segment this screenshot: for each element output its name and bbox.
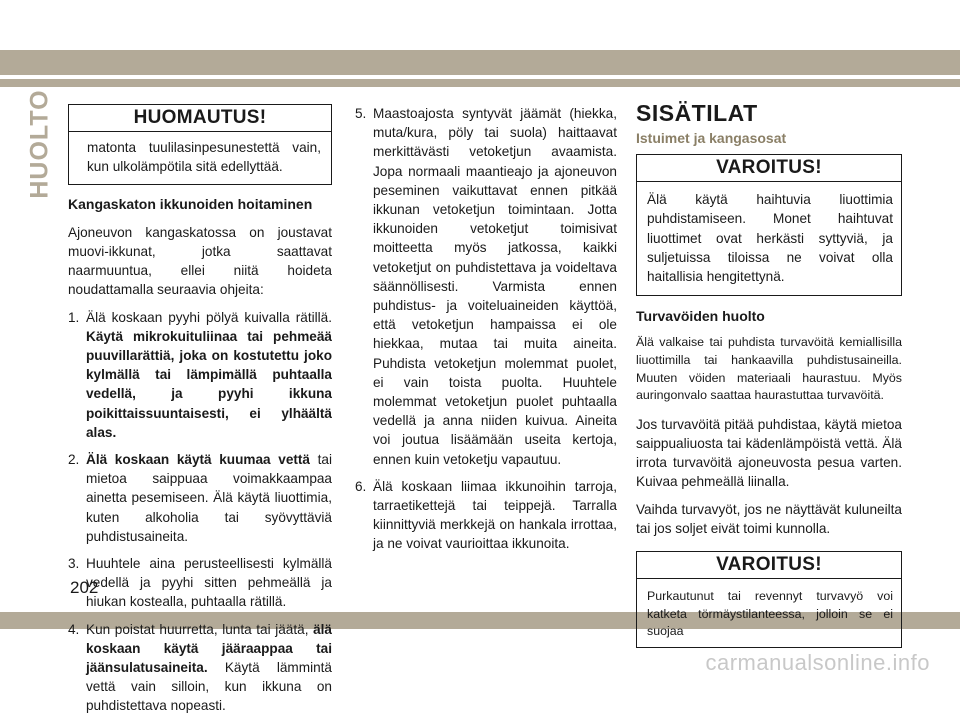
section-heading: Turvavöiden huolto bbox=[636, 308, 765, 325]
warning-title: VAROITUS! bbox=[637, 552, 901, 579]
item-bold-text: Älä koskaan käytä kuumaa vettä bbox=[86, 452, 310, 468]
notice-title: HUOMAUTUS! bbox=[69, 105, 331, 132]
warning-box bbox=[636, 551, 902, 648]
paragraph: Vaihda turvavyöt, jos ne näyttävät kuluneilta tai jos soljet eivät toimi kunnolla. bbox=[636, 501, 902, 536]
item-text: Älä koskaan pyyhi pölyä kuivalla rätillä. bbox=[86, 309, 332, 325]
item-text: Maastoajosta syntyvät jäämät (hiekka, muta/kura, pöly tai suola) haittaavat merkittävästi vetoketjun avaamista. Jopa normaali maantieajo ja ajoneuvon peseminen vaikuttavat ennen pitkää ikkunan vetoketjun toimintaan. Jotta ikkunoiden vetoketjut toimisivat moitteetta myös jatkossa, kaikki vetoketjut on puhdistettava ja voideltava säännöllisesti. Varmista ennen puhdistus- ja voiteluaineiden käyttöä, että vetoketjun hampaissa ei ole hiekkaa, mutaa tai muita aineita. Puhdista vetoketjun molemmat puolet, ei vain toista puolta. Huuhtele molemmat vetoketjun puolet puhtaalla vedellä ja anna niiden kuivua. Aineita voi joutua lisäämään useita kertoja, ennen kuin vetoketju vapautuu. bbox=[373, 106, 617, 467]
section-side-tab bbox=[24, 89, 56, 199]
warning-title: VAROITUS! bbox=[637, 155, 901, 182]
side-tab-label: HUOLTO bbox=[25, 89, 54, 199]
column-right bbox=[636, 100, 902, 648]
item-text: Huuhtele aina perusteellisesti kylmällä vedellä ja pyyhi sitten pehmeällä ja hiukan kostealla, puhtaalla rätillä. bbox=[86, 556, 332, 610]
item-text: tai mietoa saippuaa voimakkaampaa ainetta pesemiseen. Älä käytä liuottimia, kuten alkoholia tai syövyttäviä puhdistusaineita. bbox=[86, 452, 332, 544]
top-band-thin bbox=[0, 79, 960, 87]
section-title: SISÄTILAT bbox=[636, 100, 758, 126]
list-item: 4. Kun poistat huurretta, lunta tai jäätä, älä koskaan käytä jääraappaa tai jäänsulatusaineita. Käytä lämmintä vettä vain silloin, kun ikkuna on puhdistettava nopeasti. bbox=[68, 621, 332, 714]
small-paragraph: Älä valkaise tai puhdista turvavöitä kemiallisilla liuottimilla tai hankaavilla puhdistusaineilla. Muuten vöiden materiaali haurastuu. Myös auringonvalo saattaa haurastuttaa turvavöitä. bbox=[636, 335, 902, 403]
item-text-after: Käytä lämmintä vettä vain silloin, kun ikkuna on puhdistettava nopeasti. bbox=[86, 660, 332, 714]
list-item: 1. Älä koskaan pyyhi pölyä kuivalla rätillä. Käytä mikrokuituliinaa tai pehmeää puuvillarättiä, joka on kostutettu joko kylmällä tai lämpimällä puhtaalla vedellä, ja pyyhi ikkuna poikittaissuuntaisesti, ei ylhäältä alas. bbox=[68, 309, 332, 440]
care-list-continued bbox=[355, 104, 617, 554]
item-bold-text: älä koskaan käytä jääraappaa tai jäänsulatusaineita. bbox=[86, 621, 332, 676]
notice-text: matonta tuulilasinpesunestettä vain, kun ulkolämpötila sitä edellyttää. bbox=[87, 140, 321, 175]
warning-box bbox=[636, 154, 902, 296]
section-heading: Kangaskaton ikkunoiden hoitaminen bbox=[68, 195, 313, 212]
notice-box bbox=[68, 104, 332, 185]
top-band bbox=[0, 50, 960, 75]
intro-paragraph: Ajoneuvon kangaskatossa on joustavat muovi-ikkunat, jotka saattavat naarmuuntua, ellei niitä hoideta noudattamalla seuraavia ohjeita: bbox=[68, 224, 332, 298]
list-item: 2. Älä koskaan käytä kuumaa vettä tai mietoa saippuaa voimakkaampaa ainetta pesemiseen. Älä käytä liuottimia, kuten alkoholia tai syövyttäviä puhdistusaineita. bbox=[68, 452, 332, 544]
warning-text: Älä käytä haihtuvia liuottimia puhdistamiseen. Monet haihtuvat liuottimet ovat herkästi syttyviä, ja suljetuissa tiloissa ne voivat olla haitallisia hengitettynä. bbox=[647, 192, 893, 285]
warning-text: Purkautunut tai revennyt turvavyö voi katketa törmäystilanteessa, jolloin se ei suojaa bbox=[647, 589, 893, 639]
section-subtitle: Istuimet ja kangasosat bbox=[636, 130, 787, 146]
item-text: Älä koskaan liimaa ikkunoihin tarroja, tarraetikettejä tai teippejä. Tarralla kiinnittyviä merkkejä on hankala irrottaa, ja ne voivat vaurioittaa ikkunoita. bbox=[373, 478, 617, 552]
care-list bbox=[68, 308, 332, 716]
column-middle bbox=[355, 104, 617, 554]
page-number: 202 bbox=[70, 578, 99, 597]
item-bold-text: Käytä mikrokuituliinaa tai pehmeää puuvillarättiä, joka on kostutettu joko kylmällä tai lämpimällä puhtaalla vedellä, ja pyyhi ikkuna poikittaissuuntaisesti, ei ylhäältä alas. bbox=[86, 328, 332, 440]
watermark: carmanualsonline.info bbox=[705, 650, 930, 675]
list-item: 5. Maastoajosta syntyvät jäämät (hiekka, muta/kura, pöly tai suola) haittaavat merkittävästi vetoketjun avaamista. Jopa normaali maantieajo ja ajoneuvon peseminen vaikuttavat ennen pitkää ikkunan vetoketjun toimintaan. Jotta ikkunoiden vetoketjut toimisivat moitteetta myös jatkossa, kaikki vetoketjut on puhdistettava ja voideltava säännöllisesti. Varmista ennen puhdistus- ja voiteluaineiden käyttöä, että vetoketjun hampaissa ei ole hiekkaa, mutaa tai muita aineita. Puhdista vetoketjun molemmat puolet, ei vain toista puolta. Huuhtele molemmat vetoketjun puolet puhtaalla vedellä ja anna niiden kuivua. Aineita voi joutua lisäämään useita kertoja, ennen kuin vetoketju vapautuu. bbox=[355, 106, 617, 467]
list-item: 3. Huuhtele aina perusteellisesti kylmällä vedellä ja pyyhi sitten pehmeällä ja hiukan kostealla, puhtaalla rätillä. bbox=[68, 556, 332, 610]
item-text: Kun poistat huurretta, lunta tai jäätä, bbox=[86, 621, 314, 637]
column-left bbox=[68, 104, 332, 716]
paragraph: Jos turvavöitä pitää puhdistaa, käytä mietoa saippualiuosta tai kädenlämpöistä vettä. Älä irrota turvavöitä ajoneuvosta pesua varten. Kuivaa pehmeällä liinalla. bbox=[636, 416, 902, 490]
list-item: 6. Älä koskaan liimaa ikkunoihin tarroja, tarraetikettejä tai teippejä. Tarralla kiinnittyviä merkkejä on hankala irrottaa, ja ne voivat vaurioittaa ikkunoita. bbox=[355, 478, 617, 552]
